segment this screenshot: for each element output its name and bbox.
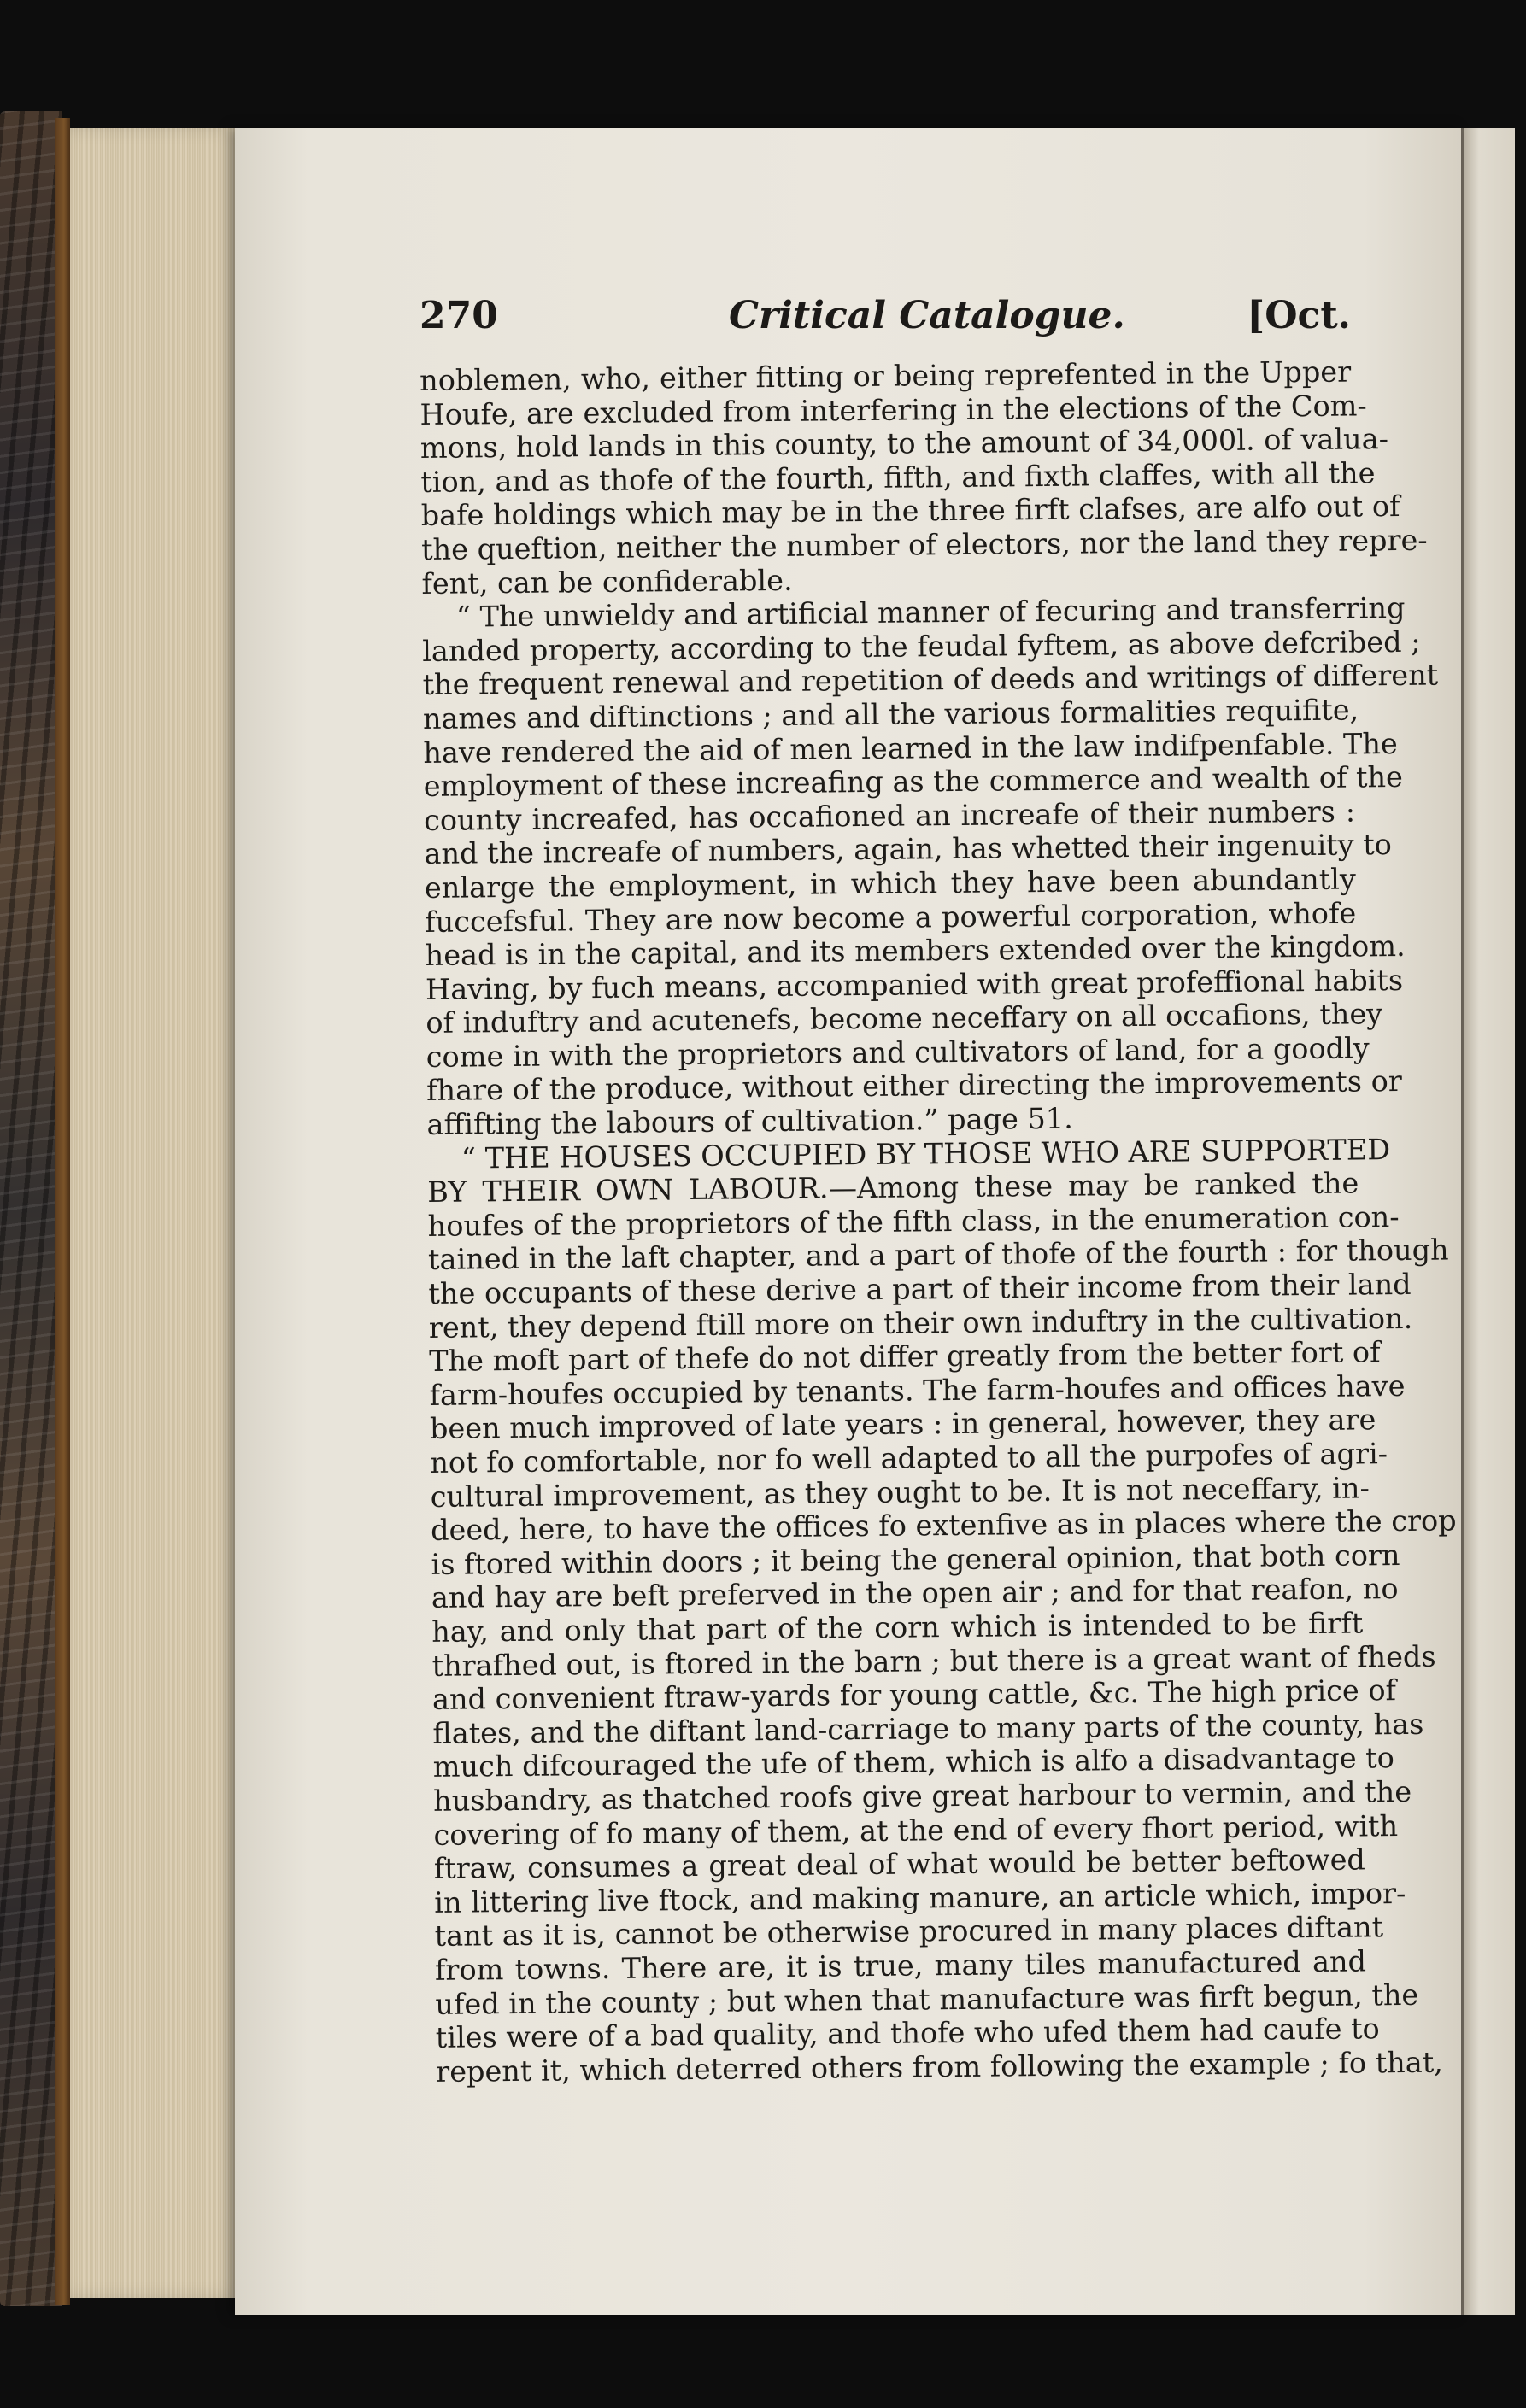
text-line: come in with the proprietors and cultivators of land, for a goodly (426, 1031, 1370, 1074)
text-line: “ THE HOUSES OCCUPIED BY THOSE WHO ARE SUPPORTED (461, 1132, 1391, 1175)
cover-spine-edge (55, 118, 70, 2305)
text-line: been much improved of late years : in general, however, they are (429, 1403, 1376, 1446)
text-line: employment of these increafing as the commerce and wealth of the (423, 760, 1404, 804)
text-line: much difcouraged the ufe of them, which is alfo a disadvantage to (432, 1741, 1395, 1784)
text-line: deed, here, to have the offices fo extenfive as in places where the crop (430, 1503, 1457, 1548)
text-line: ftraw, consumes a great deal of what would be better beftowed (433, 1843, 1366, 1886)
text-line: ufed in the county ; but when that manufacture was firft begun, the (435, 1977, 1419, 2021)
text-line: Having, by fuch means, accompanied with great profeffional habits (425, 963, 1404, 1006)
text-line: houfes of the proprietors of the fifth class, in the enumeration con- (427, 1199, 1400, 1243)
running-head (420, 294, 1351, 345)
running-head-title: Critical Catalogue. (729, 294, 1125, 337)
text-line: bafe holdings which may be in the three firft clafses, are alfo out of (420, 489, 1400, 533)
page-number: 270 (420, 294, 498, 337)
text-line: not fo comfortable, nor fo well adapted to all the purpofes of agri- (430, 1437, 1388, 1479)
text-line: tiles were of a bad quality, and thofe who ufed them had caufe to (435, 2012, 1380, 2055)
next-page-edge (1461, 128, 1515, 2315)
text-line: The moft part of thefe do not differ greatly from the better fort of (429, 1335, 1381, 1379)
text-line: and hay are beft preferved in the open air ; and for that reafon, no (431, 1572, 1399, 1615)
text-line: BY THEIR OWN LABOUR.—Among these may be ranked the (427, 1166, 1359, 1210)
text-line: head is in the capital, and its members extended over the kingdom. (425, 929, 1406, 973)
text-line: Houfe, are excluded from interfering in the elections of the Com- (420, 388, 1367, 431)
text-line: farm-houfes occupied by tenants. The farm-houfes and offices have (429, 1368, 1406, 1412)
text-line: cultural improvement, as they ought to be. It is not neceffary, in- (430, 1470, 1370, 1514)
text-line: the frequent renewal and repetition of deeds and writings of different (422, 658, 1439, 702)
text-line: tained in the laft chapter, and a part of thofe of the fourth : for though (427, 1233, 1449, 1277)
text-line: covering of fo many of them, at the end of every fhort period, with (433, 1808, 1399, 1852)
text-line: enlarge the employment, in which they have been abundantly (424, 862, 1357, 905)
text-line: and convenient ftraw-yards for young cattle, &c. The high price of (431, 1673, 1397, 1717)
text-line: and the increafe of numbers, again, has whetted their ingenuity to (424, 828, 1393, 871)
text-line: names and diftinctions ; and all the various formalities requifite, (422, 693, 1359, 735)
marbled-cover (0, 111, 62, 2306)
text-line: rent, they depend ftill more on their own induftry in the cultivation. (428, 1301, 1413, 1345)
text-line: fent, can be confiderable. (421, 563, 793, 601)
body-text (420, 354, 1457, 2089)
text-line: of induftry and acutenefs, become neceffary on all occafions, they (426, 997, 1383, 1040)
running-head-month: [Oct. (1247, 294, 1351, 337)
text-line: affifting the labours of cultivation.” page 51. (426, 1101, 1073, 1142)
text-line: “ The unwieldy and artificial manner of fecuring and transferring (455, 591, 1406, 634)
text-line: thrafhed out, is ftored in the barn ; but there is a great want of fheds (431, 1639, 1436, 1683)
text-line: the occupants of these derive a part of their income from their land (428, 1267, 1412, 1310)
text-line: tion, and as thofe of the fourth, fifth, and fixth claffes, with all the (420, 456, 1376, 499)
text-line: landed property, according to the feudal fyftem, as above defcribed ; (422, 624, 1421, 668)
text-line: flates, and the diftant land-carriage to many parts of the county, has (432, 1707, 1424, 1750)
text-line: is ftored within doors ; it being the general opinion, that both corn (431, 1538, 1400, 1581)
text-line: county increafed, has occafioned an increafe of their numbers : (423, 794, 1356, 837)
page-edges (70, 128, 241, 2298)
text-line: repent it, which deterred others from following the example ; fo that, (436, 2045, 1444, 2089)
text-line: fuccefsful. They are now become a powerful corporation, whofe (425, 896, 1357, 939)
text-line: noblemen, who, either fitting or being reprefented in the Upper (420, 354, 1352, 397)
text-line: the queftion, neither the number of electors, nor the land they repre- (420, 523, 1428, 566)
text-line: fhare of the produce, without either directing the improvements or (426, 1064, 1402, 1108)
text-line: hay, and only that part of the corn which is intended to be firft (431, 1606, 1364, 1649)
text-line: tant as it is, cannot be otherwise procured in many places diftant (434, 1910, 1384, 1954)
text-line: have rendered the aid of men learned in the law indifpenfable. The (423, 726, 1398, 770)
text-line: in littering live ftock, and making manure, an article which, impor- (434, 1876, 1406, 1919)
text-line: husbandry, as thatched roofs give great harbour to vermin, and the (432, 1774, 1412, 1818)
text-line: mons, hold lands in this county, to the amount of 34,000l. of valua- (420, 422, 1389, 466)
text-line: from towns. There are, it is true, many tiles manufactured and (434, 1944, 1367, 1987)
